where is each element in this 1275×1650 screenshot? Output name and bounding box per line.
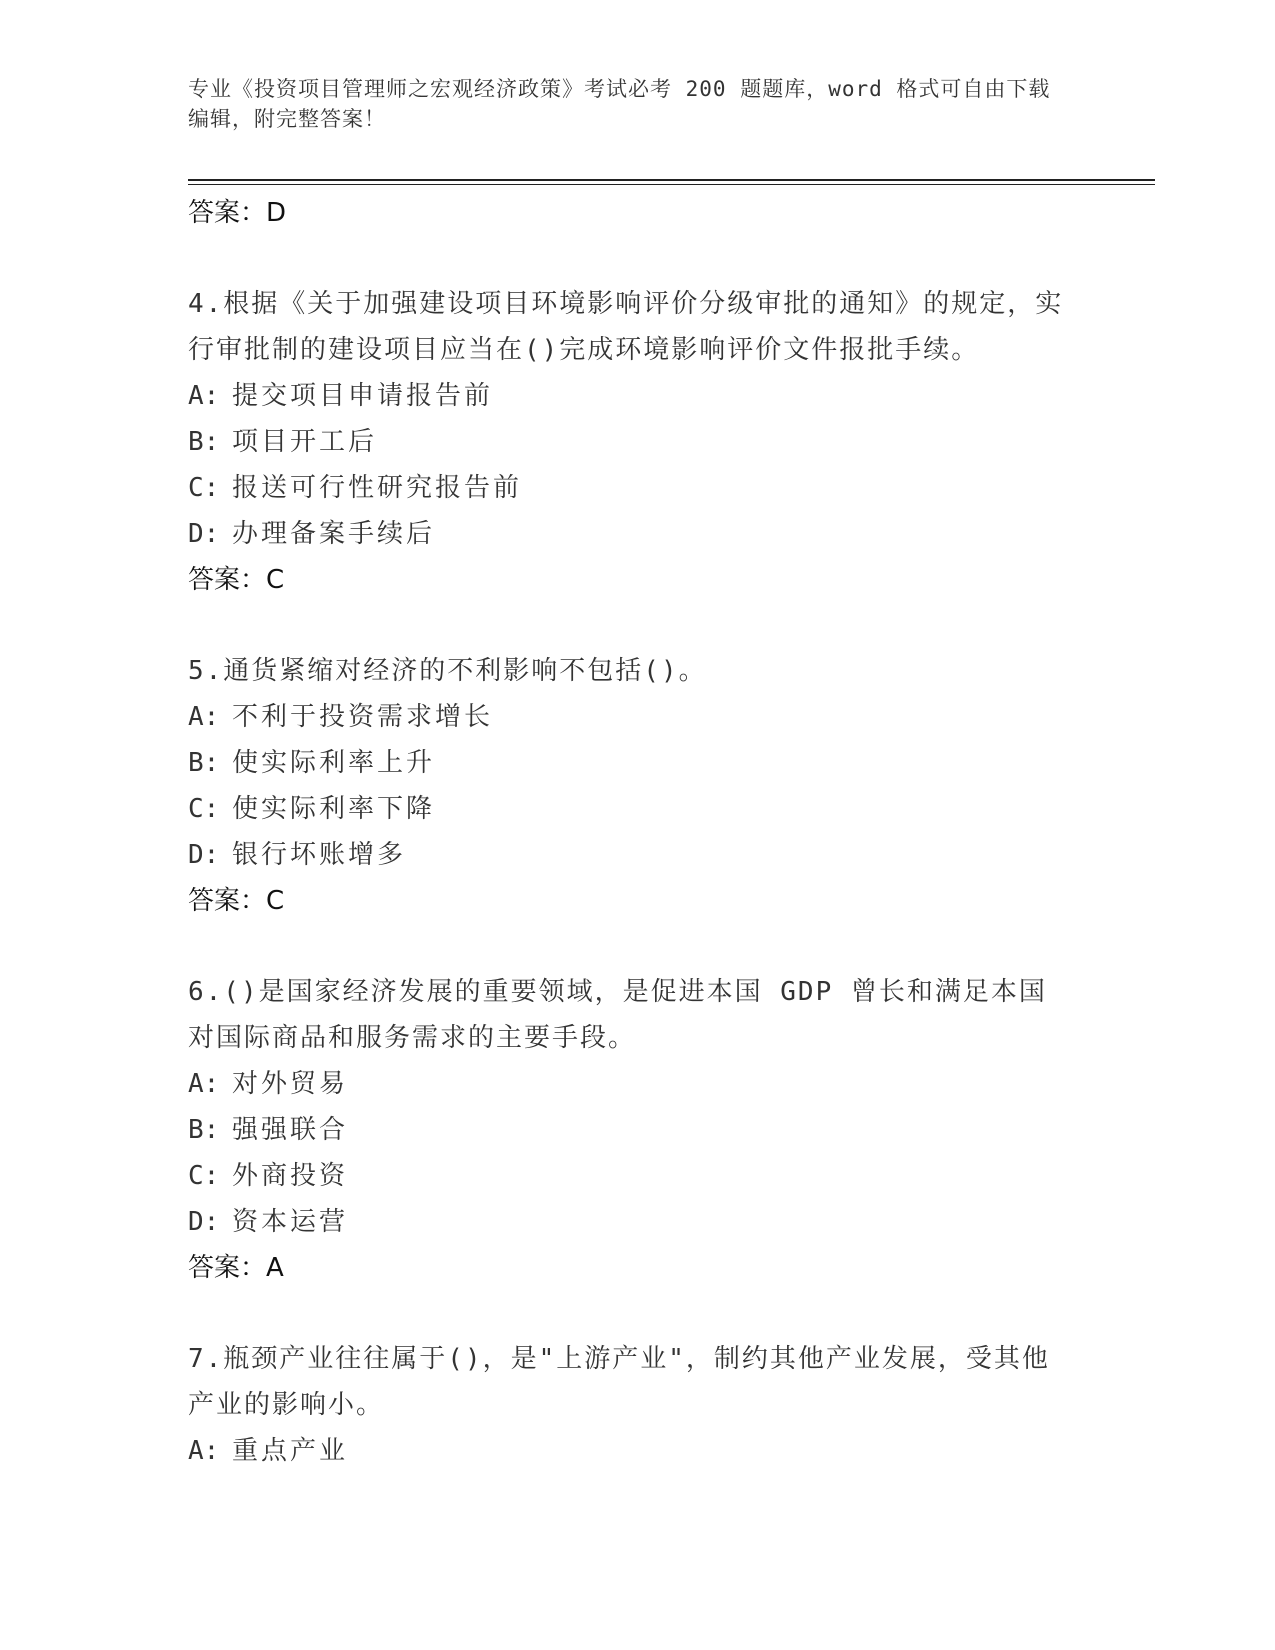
option-key: D: [188,840,220,870]
option-d [188,832,1068,878]
option-text: 使实际利率下降 [232,794,436,824]
question-7 [188,1336,1068,1474]
option-c [188,1153,1068,1199]
option-text: 提交项目申请报告前 [232,381,494,411]
option-a [188,1061,1068,1107]
option-key: A: [188,381,220,411]
answer-label: 答案：C [188,886,285,916]
option-b [188,419,1068,465]
previous-answer: 答案：D [188,198,287,228]
option-a [188,694,1068,740]
question-list [188,190,1068,1474]
option-key: C: [188,1161,220,1191]
option-key: C: [188,473,220,503]
question-6 [188,969,1068,1291]
option-text: 强强联合 [232,1115,349,1145]
option-a [188,373,1068,419]
option-key: A: [188,702,220,732]
option-text: 项目开工后 [232,427,378,457]
answer-label: 答案：A [188,1253,284,1283]
option-text: 重点产业 [232,1436,349,1466]
option-a [188,1428,1068,1474]
document-header: 专业《投资项目管理师之宏观经济政策》考试必考 200 题题库，word 格式可自由下载编辑，附完整答案！ [188,77,1051,131]
option-text: 资本运营 [232,1207,349,1237]
header-divider-thick [188,179,1155,181]
question-stem: 4.根据《关于加强建设项目环境影响评价分级审批的通知》的规定，实行审批制的建设项目应当在()完成环境影响评价文件报批手续。 [188,289,1064,365]
option-key: D: [188,519,220,549]
question-stem: 7.瓶颈产业往往属于()，是"上游产业"，制约其他产业发展，受其他产业的影响小。 [188,1344,1050,1420]
question-stem: 5.通货紧缩对经济的不利影响不包括()。 [188,656,707,686]
option-d [188,511,1068,557]
option-key: C: [188,794,220,824]
option-text: 外商投资 [232,1161,349,1191]
option-b [188,740,1068,786]
option-key: B: [188,1115,220,1145]
option-text: 办理备案手续后 [232,519,436,549]
question-5 [188,648,1068,924]
question-stem: 6.()是国家经济发展的重要领域，是促进本国 GDP 曾长和满足本国对国际商品和服务需求的主要手段。 [188,977,1047,1053]
option-key: A: [188,1069,220,1099]
option-key: B: [188,748,220,778]
option-b [188,1107,1068,1153]
answer-label: 答案：C [188,565,285,595]
option-key: B: [188,427,220,457]
option-c [188,786,1068,832]
option-text: 银行坏账增多 [232,840,407,870]
option-text: 使实际利率上升 [232,748,436,778]
option-key: A: [188,1436,220,1466]
option-text: 对外贸易 [232,1069,349,1099]
option-text: 不利于投资需求增长 [232,702,494,732]
header-divider-thin [188,184,1155,185]
option-key: D: [188,1207,220,1237]
option-d [188,1199,1068,1245]
option-c [188,465,1068,511]
option-text: 报送可行性研究报告前 [232,473,523,503]
question-4 [188,281,1068,603]
